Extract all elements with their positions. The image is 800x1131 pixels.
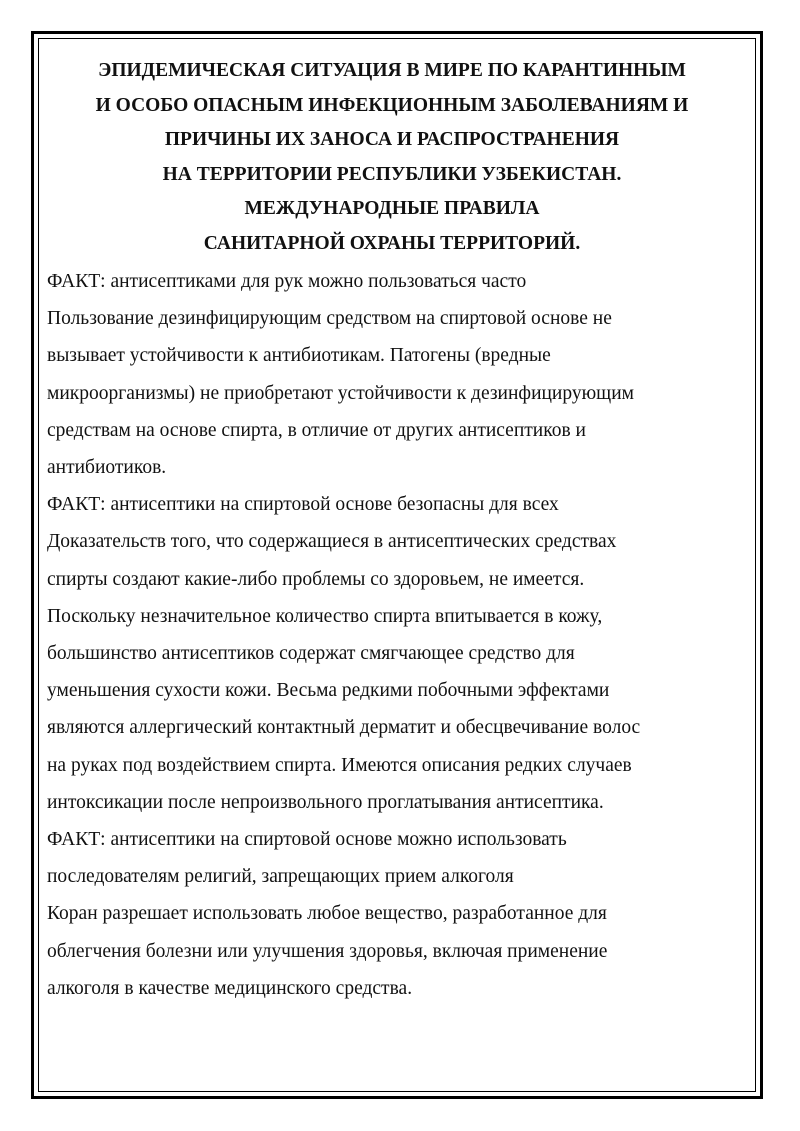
body-line: Поскольку незначительное количество спирта впитывается в кожу,	[47, 605, 603, 627]
document-title	[47, 54, 737, 261]
body-line: уменьшения сухости кожи. Весьма редкими побочными эффектами	[47, 680, 610, 702]
body-line: Доказательств того, что содержащиеся в антисептических средствах	[47, 531, 617, 553]
title-line: НА ТЕРРИТОРИИ РЕСПУБЛИКИ УЗБЕКИСТАН.	[162, 163, 622, 185]
body-line: последователям религий, запрещающих прием алкоголя	[47, 866, 514, 888]
title-line: ЭПИДЕМИЧЕСКАЯ СИТУАЦИЯ В МИРЕ ПО КАРАНТИННЫМ	[98, 60, 686, 81]
body-line: вызывает устойчивости к антибиотикам. Патогены (вредные	[47, 345, 551, 367]
fact-heading: ФАКТ: антисептиками для рук можно пользоваться часто	[47, 271, 527, 292]
body-line: Коран разрешает использовать любое вещество, разработанное для	[47, 903, 607, 925]
document-body	[47, 263, 737, 1007]
title-line: ПРИЧИНЫ ИХ ЗАНОСА И РАСПРОСТРАНЕНИЯ	[164, 129, 620, 150]
body-line: облегчения болезни или улучшения здоровья, включая применение	[47, 940, 608, 962]
document-content	[47, 54, 737, 1007]
body-line: алкоголя в качестве медицинского средства.	[47, 977, 413, 999]
fact-heading: ФАКТ: антисептики на спиртовой основе безопасны для всех	[47, 494, 559, 516]
title-line: МЕЖДУНАРОДНЫЕ ПРАВИЛА	[244, 198, 540, 219]
body-line: средствам на основе спирта, в отличие от других антисептиков и	[47, 419, 586, 441]
body-line: являются аллергический контактный дерматит и обесцвечивание волос	[47, 717, 641, 739]
body-line: интоксикации после непроизвольного проглатывания антисептика.	[47, 791, 604, 813]
body-line: спирты создают какие-либо проблемы со здоровьем, не имеется.	[47, 568, 585, 590]
body-line: антибиотиков.	[47, 457, 167, 479]
body-line: большинство антисептиков содержат смягчающее средство для	[47, 643, 575, 665]
title-line: И ОСОБО ОПАСНЫМ ИНФЕКЦИОННЫМ ЗАБОЛЕВАНИЯМ И	[95, 94, 689, 116]
fact-heading: ФАКТ: антисептики на спиртовой основе можно использовать	[47, 829, 567, 851]
body-line: микроорганизмы) не приобретают устойчивости к дезинфицирующим	[47, 382, 634, 404]
body-line: Пользование дезинфицирующим средством на спиртовой основе не	[47, 308, 612, 330]
body-line: на руках под воздействием спирта. Имеются описания редких случаев	[47, 754, 632, 776]
title-line: САНИТАРНОЙ ОХРАНЫ ТЕРРИТОРИЙ.	[203, 232, 581, 254]
